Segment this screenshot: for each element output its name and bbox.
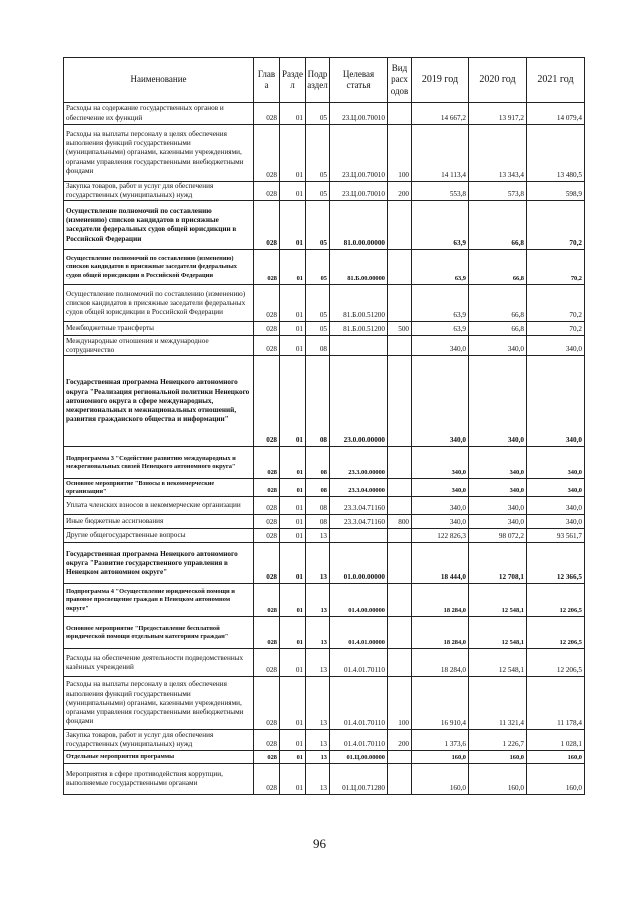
row-podrazdel-cell: 13	[306, 649, 330, 677]
row-2021-cell: 70,2	[527, 322, 585, 336]
row-2019-cell: 63,9	[412, 250, 469, 285]
row-target-cell: 23.3.04.00000	[330, 479, 388, 497]
row-name-cell: Отдельные мероприятия программы	[64, 751, 254, 764]
table-row	[64, 730, 585, 751]
row-2021-cell: 340,0	[527, 497, 585, 515]
row-vid-cell	[388, 285, 412, 322]
row-podrazdel-cell: 13	[306, 677, 330, 730]
row-target-cell: 23.Ц.00.70010	[330, 182, 388, 201]
row-2019-cell: 14 667,2	[412, 103, 469, 125]
row-2021-cell: 13 480,5	[527, 125, 585, 182]
row-razdel-cell: 01	[280, 285, 306, 322]
row-2019-cell: 1 373,6	[412, 730, 469, 751]
table-row	[64, 201, 585, 250]
row-glava-cell: 028	[254, 677, 280, 730]
row-name-cell: Основное мероприятие "Предоставление бесплатной юридической помощи отдельным категориям граждан"	[64, 617, 254, 649]
table-row	[64, 529, 585, 543]
row-razdel-cell: 01	[280, 125, 306, 182]
col-header-2021: 2021 год	[527, 58, 585, 103]
row-2019-cell: 18 284,0	[412, 649, 469, 677]
row-target-cell: 01.Ц.00.00000	[330, 751, 388, 764]
row-podrazdel-cell: 08	[306, 336, 330, 356]
row-2020-cell: 11 321,4	[469, 677, 527, 730]
row-vid-cell: 500	[388, 322, 412, 336]
row-vid-cell: 200	[388, 730, 412, 751]
row-razdel-cell: 01	[280, 543, 306, 584]
table-row	[64, 447, 585, 479]
row-glava-cell: 028	[254, 529, 280, 543]
row-podrazdel-cell: 08	[306, 497, 330, 515]
row-vid-cell: 200	[388, 182, 412, 201]
row-razdel-cell: 01	[280, 447, 306, 479]
row-2021-cell: 340,0	[527, 479, 585, 497]
row-target-cell: 01.4.01.70110	[330, 649, 388, 677]
row-2020-cell: 340,0	[469, 479, 527, 497]
row-glava-cell: 028	[254, 543, 280, 584]
row-2021-cell: 70,2	[527, 201, 585, 250]
row-razdel-cell: 01	[280, 529, 306, 543]
row-vid-cell	[388, 103, 412, 125]
table-body	[64, 103, 585, 795]
row-razdel-cell: 01	[280, 182, 306, 201]
row-name-cell: Расходы на выплаты персоналу в целях обеспечения выполнения функций государственными (муниципальными) органами, казенными учреждениями, органами управления государственными внебюджетными фондами	[64, 125, 254, 182]
row-2020-cell: 66,8	[469, 322, 527, 336]
row-podrazdel-cell: 05	[306, 182, 330, 201]
row-glava-cell: 028	[254, 497, 280, 515]
table-row	[64, 479, 585, 497]
row-2019-cell: 340,0	[412, 497, 469, 515]
row-name-cell: Уплата членских взносов в некоммерческие организации	[64, 497, 254, 515]
col-header-vid: Вид расх одов	[388, 58, 412, 103]
table-row	[64, 649, 585, 677]
row-glava-cell: 028	[254, 515, 280, 529]
row-target-cell: 23.3.04.71160	[330, 497, 388, 515]
row-podrazdel-cell: 08	[306, 515, 330, 529]
row-2021-cell: 1 028,1	[527, 730, 585, 751]
row-2019-cell: 340,0	[412, 515, 469, 529]
row-target-cell: 01.Ц.00.71280	[330, 764, 388, 795]
row-2021-cell: 12 206,5	[527, 617, 585, 649]
row-2019-cell: 122 826,3	[412, 529, 469, 543]
row-name-cell: Расходы на содержание государственных органов и обеспечение их функций	[64, 103, 254, 125]
row-podrazdel-cell: 08	[306, 356, 330, 447]
row-podrazdel-cell: 13	[306, 617, 330, 649]
row-2021-cell: 160,0	[527, 751, 585, 764]
row-target-cell: 23.Ц.00.70010	[330, 125, 388, 182]
row-glava-cell: 028	[254, 584, 280, 617]
row-2020-cell: 340,0	[469, 356, 527, 447]
col-header-target: Целевая статья	[330, 58, 388, 103]
row-vid-cell: 100	[388, 677, 412, 730]
budget-table-sheet	[63, 57, 584, 795]
row-2020-cell: 98 072,2	[469, 529, 527, 543]
row-glava-cell: 028	[254, 751, 280, 764]
row-2021-cell: 160,0	[527, 764, 585, 795]
row-vid-cell	[388, 250, 412, 285]
table-row	[64, 751, 585, 764]
row-2021-cell: 340,0	[527, 356, 585, 447]
row-vid-cell	[388, 764, 412, 795]
row-2020-cell: 160,0	[469, 764, 527, 795]
row-2020-cell: 160,0	[469, 751, 527, 764]
row-2019-cell: 18 284,0	[412, 584, 469, 617]
table-row	[64, 356, 585, 447]
row-2021-cell: 340,0	[527, 515, 585, 529]
row-2021-cell: 340,0	[527, 336, 585, 356]
row-name-cell: Международные отношения и международное сотрудничество	[64, 336, 254, 356]
table-row	[64, 336, 585, 356]
row-razdel-cell: 01	[280, 617, 306, 649]
row-vid-cell: 800	[388, 515, 412, 529]
row-2021-cell: 93 561,7	[527, 529, 585, 543]
row-2019-cell: 553,8	[412, 182, 469, 201]
row-target-cell: 01.4.01.70110	[330, 730, 388, 751]
row-name-cell: Осуществление полномочий по составлению (изменению) списков кандидатов в присяжные заседатели федеральных судов общей юрисдикции в Российской Федерации	[64, 201, 254, 250]
row-razdel-cell: 01	[280, 103, 306, 125]
row-2021-cell: 70,2	[527, 285, 585, 322]
row-razdel-cell: 01	[280, 649, 306, 677]
row-target-cell: 23.0.00.00000	[330, 356, 388, 447]
row-2020-cell: 12 708,1	[469, 543, 527, 584]
row-glava-cell: 028	[254, 617, 280, 649]
row-name-cell: Расходы на обеспечение деятельности подведомственных казённых учреждений	[64, 649, 254, 677]
row-2019-cell: 63,9	[412, 285, 469, 322]
row-2019-cell: 340,0	[412, 356, 469, 447]
row-name-cell: Закупка товаров, работ и услуг для обеспечения государственных (муниципальных) нужд	[64, 182, 254, 201]
row-2019-cell: 18 284,0	[412, 617, 469, 649]
row-2021-cell: 12 206,5	[527, 584, 585, 617]
row-2020-cell: 12 548,1	[469, 649, 527, 677]
row-name-cell: Государственная программа Ненецкого автономного округа "Развитие государственного управления в Ненецком автономном округе"	[64, 543, 254, 584]
row-target-cell	[330, 336, 388, 356]
row-razdel-cell: 01	[280, 751, 306, 764]
row-razdel-cell: 01	[280, 730, 306, 751]
row-podrazdel-cell: 13	[306, 584, 330, 617]
row-podrazdel-cell: 05	[306, 322, 330, 336]
row-2020-cell: 13 917,2	[469, 103, 527, 125]
row-podrazdel-cell: 05	[306, 201, 330, 250]
row-name-cell: Основное мероприятие "Взносы в некоммерческие организации"	[64, 479, 254, 497]
row-2020-cell: 340,0	[469, 497, 527, 515]
row-2020-cell: 66,8	[469, 285, 527, 322]
row-2019-cell: 63,9	[412, 201, 469, 250]
row-glava-cell: 028	[254, 103, 280, 125]
row-podrazdel-cell: 13	[306, 543, 330, 584]
row-name-cell: Другие общегосударственные вопросы	[64, 529, 254, 543]
row-vid-cell	[388, 479, 412, 497]
row-vid-cell	[388, 201, 412, 250]
row-2020-cell: 12 548,1	[469, 617, 527, 649]
row-2019-cell: 160,0	[412, 764, 469, 795]
row-target-cell: 01.0.00.00000	[330, 543, 388, 584]
row-glava-cell: 028	[254, 336, 280, 356]
row-2020-cell: 12 548,1	[469, 584, 527, 617]
row-2020-cell: 66,8	[469, 201, 527, 250]
row-glava-cell: 028	[254, 250, 280, 285]
row-2020-cell: 1 226,7	[469, 730, 527, 751]
table-row	[64, 617, 585, 649]
row-podrazdel-cell: 05	[306, 250, 330, 285]
row-target-cell	[330, 529, 388, 543]
row-vid-cell	[388, 751, 412, 764]
row-2019-cell: 340,0	[412, 447, 469, 479]
row-2020-cell: 573,8	[469, 182, 527, 201]
row-2020-cell: 340,0	[469, 447, 527, 479]
row-podrazdel-cell: 13	[306, 529, 330, 543]
row-podrazdel-cell: 05	[306, 285, 330, 322]
row-vid-cell	[388, 497, 412, 515]
row-2021-cell: 12 206,5	[527, 649, 585, 677]
row-target-cell: 23.Ц.00.70010	[330, 103, 388, 125]
row-name-cell: Закупка товаров, работ и услуг для обеспечения государственных (муниципальных) нужд	[64, 730, 254, 751]
row-name-cell: Подпрограмма 3 "Содействие развитию международных и межрегиональных связей Ненецкого автономного округа"	[64, 447, 254, 479]
row-vid-cell	[388, 584, 412, 617]
row-vid-cell	[388, 649, 412, 677]
row-podrazdel-cell: 13	[306, 751, 330, 764]
table-row	[64, 103, 585, 125]
row-2019-cell: 160,0	[412, 751, 469, 764]
row-vid-cell	[388, 356, 412, 447]
row-razdel-cell: 01	[280, 677, 306, 730]
row-2021-cell: 14 079,4	[527, 103, 585, 125]
row-podrazdel-cell: 13	[306, 730, 330, 751]
row-name-cell: Государственная программа Ненецкого автономного округа "Реализация региональной политики Ненецкого автономного округа в сфере международных, межрегиональных и межнациональных отношений, развития гражданского общества и информации"	[64, 356, 254, 447]
budget-table	[63, 57, 585, 795]
row-2020-cell: 13 343,4	[469, 125, 527, 182]
col-header-2019: 2019 год	[412, 58, 469, 103]
col-header-podrazdel: Подр аздел	[306, 58, 330, 103]
table-header-row	[64, 58, 585, 103]
row-target-cell: 23.3.00.00000	[330, 447, 388, 479]
row-2019-cell: 18 444,0	[412, 543, 469, 584]
row-glava-cell: 028	[254, 764, 280, 795]
row-razdel-cell: 01	[280, 356, 306, 447]
table-row	[64, 322, 585, 336]
row-glava-cell: 028	[254, 356, 280, 447]
row-glava-cell: 028	[254, 649, 280, 677]
row-vid-cell	[388, 543, 412, 584]
row-target-cell: 01.4.01.00000	[330, 617, 388, 649]
table-row	[64, 250, 585, 285]
row-target-cell: 01.4.01.70110	[330, 677, 388, 730]
row-razdel-cell: 01	[280, 250, 306, 285]
row-target-cell: 81.Б.00.00000	[330, 250, 388, 285]
row-name-cell: Подпрограмма 4 "Осуществление юридической помощи и правовое просвещение граждан в Ненецком автономном округе"	[64, 584, 254, 617]
table-row	[64, 543, 585, 584]
col-header-2020: 2020 год	[469, 58, 527, 103]
row-podrazdel-cell: 08	[306, 479, 330, 497]
row-2019-cell: 63,9	[412, 322, 469, 336]
table-row	[64, 285, 585, 322]
row-2019-cell: 340,0	[412, 479, 469, 497]
row-glava-cell: 028	[254, 125, 280, 182]
row-vid-cell	[388, 529, 412, 543]
row-2021-cell: 12 366,5	[527, 543, 585, 584]
row-target-cell: 23.3.04.71160	[330, 515, 388, 529]
row-razdel-cell: 01	[280, 201, 306, 250]
row-glava-cell: 028	[254, 322, 280, 336]
row-razdel-cell: 01	[280, 584, 306, 617]
table-row	[64, 764, 585, 795]
table-row	[64, 182, 585, 201]
row-2019-cell: 16 910,4	[412, 677, 469, 730]
row-vid-cell: 100	[388, 125, 412, 182]
row-target-cell: 81.Б.00.51200	[330, 322, 388, 336]
row-name-cell: Мероприятия в сфере противодействия коррупции, выполняемые государственными органами	[64, 764, 254, 795]
row-2020-cell: 340,0	[469, 515, 527, 529]
row-2021-cell: 598,9	[527, 182, 585, 201]
row-name-cell: Иные бюджетные ассигнования	[64, 515, 254, 529]
row-target-cell: 01.4.00.00000	[330, 584, 388, 617]
row-2019-cell: 14 113,4	[412, 125, 469, 182]
row-glava-cell: 028	[254, 730, 280, 751]
table-row	[64, 125, 585, 182]
row-name-cell: Осуществление полномочий по составлению (изменению) списков кандидатов в присяжные заседатели федеральных судов общей юрисдикции в Российской Федерации	[64, 285, 254, 322]
col-header-razdel: Разде л	[280, 58, 306, 103]
row-vid-cell	[388, 617, 412, 649]
row-razdel-cell: 01	[280, 764, 306, 795]
row-2021-cell: 11 178,4	[527, 677, 585, 730]
row-razdel-cell: 01	[280, 515, 306, 529]
row-2019-cell: 340,0	[412, 336, 469, 356]
row-podrazdel-cell: 05	[306, 103, 330, 125]
row-razdel-cell: 01	[280, 336, 306, 356]
row-vid-cell	[388, 336, 412, 356]
row-glava-cell: 028	[254, 285, 280, 322]
row-glava-cell: 028	[254, 447, 280, 479]
row-glava-cell: 028	[254, 182, 280, 201]
row-target-cell: 81.0.00.00000	[330, 201, 388, 250]
row-2020-cell: 66,8	[469, 250, 527, 285]
row-name-cell: Расходы на выплаты персоналу в целях обеспечения выполнения функций государственными (муниципальными) органами, казенными учреждениями, органами управления государственными внебюджетными фондами	[64, 677, 254, 730]
row-razdel-cell: 01	[280, 322, 306, 336]
row-2021-cell: 340,0	[527, 447, 585, 479]
row-razdel-cell: 01	[280, 497, 306, 515]
row-name-cell: Осуществление полномочий по составлению (изменению) списков кандидатов в присяжные заседатели федеральных судов общей юрисдикции в Российской Федерации	[64, 250, 254, 285]
row-target-cell: 81.Б.00.51200	[330, 285, 388, 322]
row-podrazdel-cell: 13	[306, 764, 330, 795]
table-row	[64, 497, 585, 515]
table-row	[64, 515, 585, 529]
row-2020-cell: 340,0	[469, 336, 527, 356]
page-number: 96	[313, 836, 326, 851]
col-header-name: Наименование	[64, 58, 254, 103]
row-podrazdel-cell: 05	[306, 125, 330, 182]
table-row	[64, 584, 585, 617]
row-vid-cell	[388, 447, 412, 479]
row-glava-cell: 028	[254, 479, 280, 497]
row-name-cell: Межбюджетные трансферты	[64, 322, 254, 336]
table-row	[64, 677, 585, 730]
row-podrazdel-cell: 08	[306, 447, 330, 479]
col-header-glava: Глав а	[254, 58, 280, 103]
row-2021-cell: 70,2	[527, 250, 585, 285]
row-glava-cell: 028	[254, 201, 280, 250]
row-razdel-cell: 01	[280, 479, 306, 497]
